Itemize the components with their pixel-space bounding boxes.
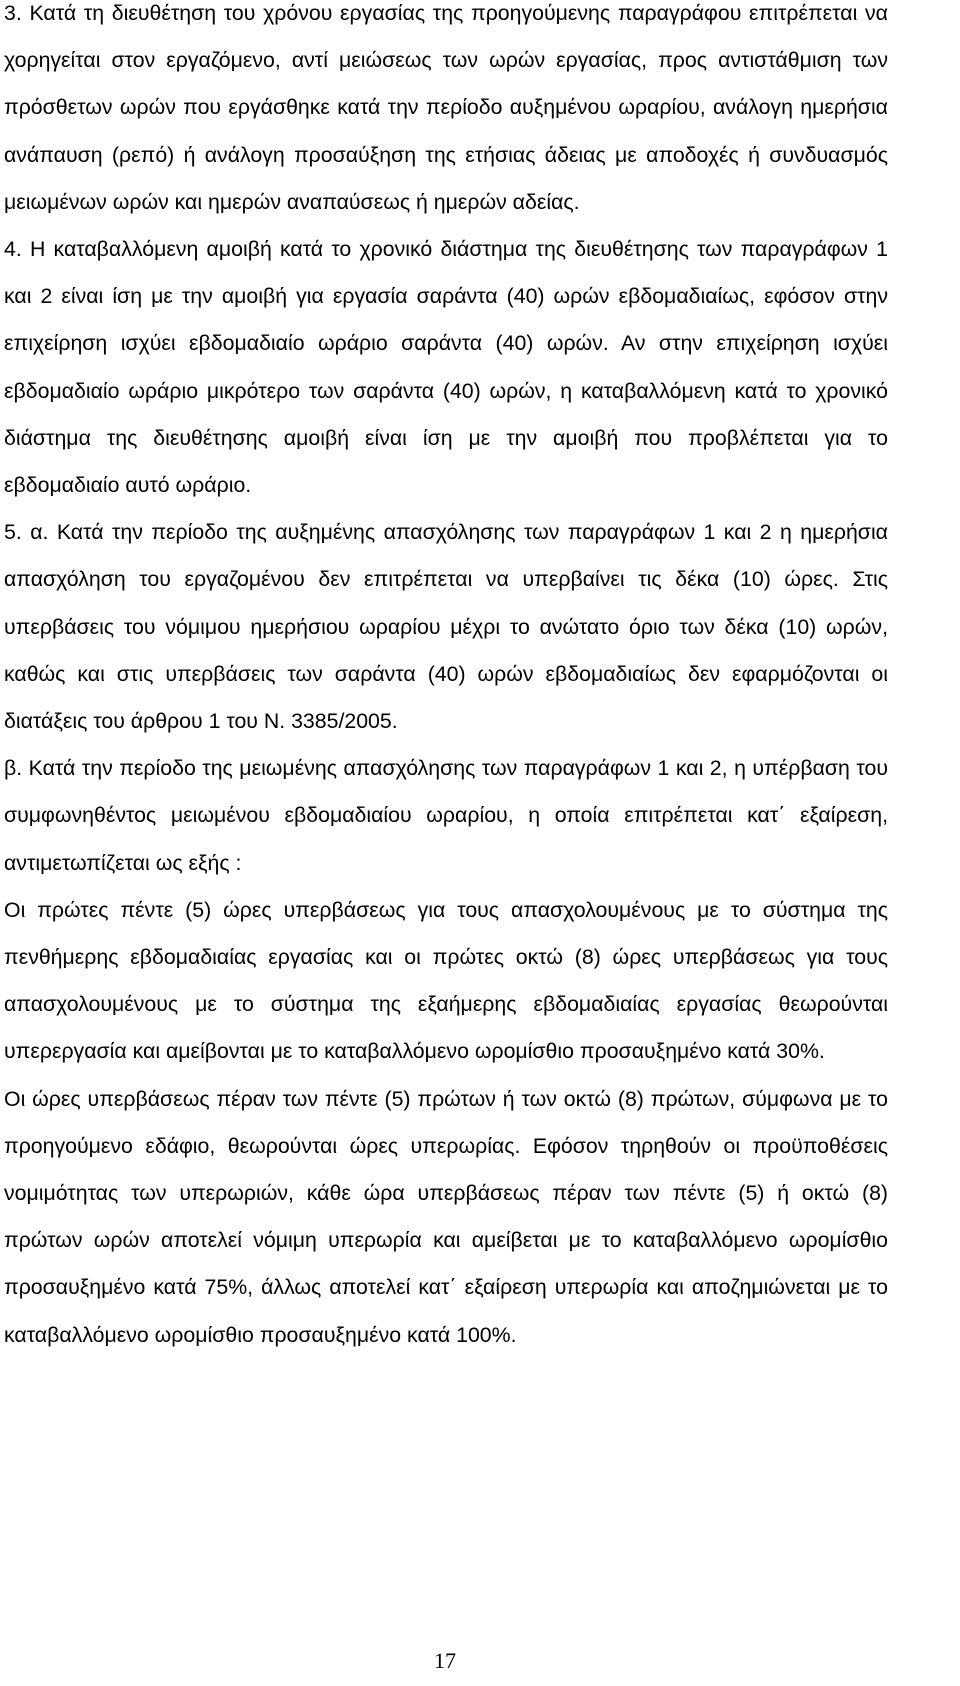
paragraph-overtime-beyond: Οι ώρες υπερβάσεως πέραν των πέντε (5) πρώτων ή των οκτώ (8) πρώτων, σύμφωνα με το προηγούμενο εδάφιο, θεωρούνται ώρες υπερωρίας. Εφόσον τηρηθούν οι προϋποθέσεις νομιμότητας των υπερωριών, κάθε ώρα υπερβάσεως πέραν των πέντε (5) ή οκτώ (8) πρώτων ωρών αποτελεί νόμιμη υπερωρία και αμείβεται με το καταβαλλόμενο ωρομίσθιο προσαυξημένο κατά 75%, άλλως αποτελεί κατ΄ εξαίρεση υπερωρία και αποζημιώνεται με το καταβαλλόμενο ωρομίσθιο προσαυξημένο κατά 100%. [4,1086,888,1347]
paragraph-3: 3. Κατά τη διευθέτηση του χρόνου εργασίας της προηγούμενης παραγράφου επιτρέπεται να χορηγείται στον εργαζόμενο, αντί μειώσεως των ωρών εργασίας, προς αντιστάθμιση των πρόσθετων ωρών που εργάσθηκε κατά την περίοδο αυξημένου ωραρίου, ανάλογη ημερήσια ανάπαυση (ρεπό) ή ανάλογη προσαύξηση της ετήσιας άδειας με αποδοχές ή συνδυασμός μειωμένων ωρών και ημερών αναπαύσεως ή ημερών αδείας. [4,1,888,214]
paragraph-5b: β. Κατά την περίοδο της μειωμένης απασχόλησης των παραγράφων 1 και 2, η υπέρβαση του συμφωνηθέντος μειωμένου εβδομαδιαίου ωραρίου, η οποία επιτρέπεται κατ΄ εξαίρεση, αντιμετωπίζεται ως εξής : [4,756,888,875]
paragraph-overtime-first-hours: Οι πρώτες πέντε (5) ώρες υπερβάσεως για τους απασχολουμένους με το σύστημα της πενθήμερης εβδομαδιαίας εργασίας και οι πρώτες οκτώ (8) ώρες υπερβάσεως για τους απασχολουμένους με το σύστημα της εξαήμερης εβδομαδιαίας εργασίας θεωρούνται υπερεργασία και αμείβονται με το καταβαλλόμενο ωρομίσθιο προσαυξημένο κατά 30%. [4,897,888,1064]
paragraph-4: 4. Η καταβαλλόμενη αμοιβή κατά το χρονικό διάστημα της διευθέτησης των παραγράφων 1 και 2 είναι ίση με την αμοιβή για εργασία σαράντα (40) ωρών εβδομαδιαίως, εφόσον στην επιχείρηση ισχύει εβδομαδιαίο ωράριο σαράντα (40) ωρών. Αν στην επιχείρηση ισχύει εβδομαδιαίο ωράριο μικρότερο των σαράντα (40) ωρών, η καταβαλλόμενη κατά το χρονικό διάστημα της διευθέτησης αμοιβή είναι ίση με την αμοιβή που προβλέπεται για το εβδομαδιαίο αυτό ωράριο. [4,237,888,498]
paragraph-5a: 5. α. Κατά την περίοδο της αυξημένης απασχόλησης των παραγράφων 1 και 2 η ημερήσια απασχόληση του εργαζομένου δεν επιτρέπεται να υπερβαίνει τις δέκα (10) ώρες. Στις υπερβάσεις του νόμιμου ημερήσιου ωραρίου μέχρι το ανώτατο όριο των δέκα (10) ωρών, καθώς και στις υπερβάσεις των σαράντα (40) ωρών εβδομαδιαίως δεν εφαρμόζονται οι διατάξεις του άρθρου 1 του Ν. 3385/2005. [4,520,888,734]
page-number: 17 [434,1648,456,1673]
document-body [4,0,888,1359]
